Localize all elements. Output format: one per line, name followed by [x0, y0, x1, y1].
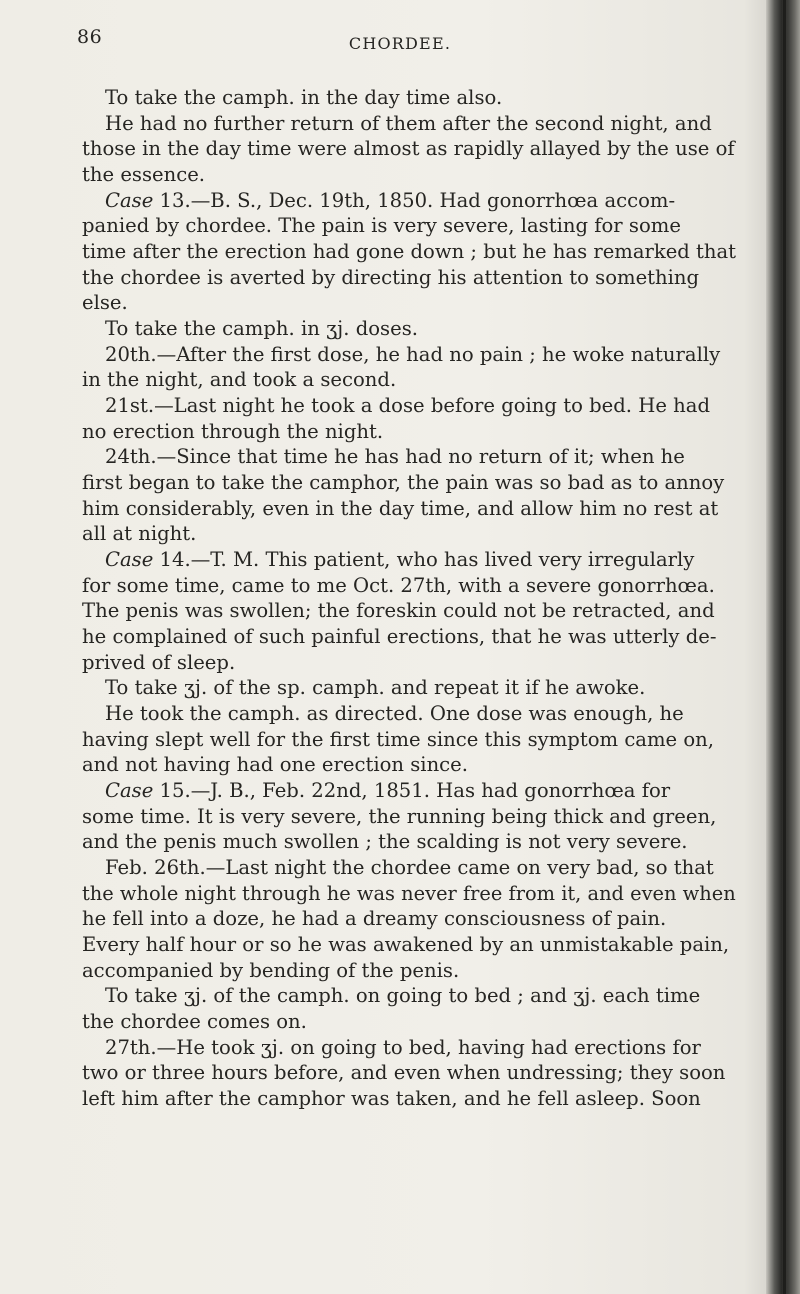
text-line: The penis was swollen; the foreskin could not be retracted, and: [82, 599, 715, 622]
page-number: 86: [77, 26, 103, 48]
text-line: Feb. 26th.—Last night the chordee came on very bad, so that: [105, 856, 714, 879]
text-line: 21st.—Last night he took a dose before going to bed. He had: [105, 394, 710, 417]
running-head: CHORDEE.: [348, 34, 452, 53]
text-line: and the penis much swollen ; the scalding is not very severe.: [82, 830, 688, 853]
text-line: him considerably, even in the day time, and allow him no rest at: [82, 497, 719, 520]
text-line: having slept well for the first time since this symptom came on,: [82, 728, 715, 751]
text-line: prived of sleep.: [82, 651, 236, 674]
text-line: he complained of such painful erections, that he was utterly de-: [82, 625, 717, 648]
text-line: the whole night through he was never free from it, and even when: [82, 882, 736, 905]
text-line: the chordee is averted by directing his attention to something: [82, 266, 700, 289]
text-line: To take ʒj. of the sp. camph. and repeat it if he awoke.: [105, 676, 646, 699]
text-line: He had no further return of them after the second night, and: [105, 112, 712, 135]
text-line: the essence.: [82, 163, 206, 186]
text-line: 20th.—After the first dose, he had no pain ; he woke naturally: [105, 343, 721, 366]
text-line: those in the day time were almost as rapidly allayed by the use of: [82, 137, 735, 160]
text-line: To take ʒj. of the camph. on going to bed ; and ʒj. each time: [105, 984, 701, 1007]
text-line: left him after the camphor was taken, and he fell asleep. Soon: [82, 1087, 701, 1110]
text-line: Every half hour or so he was awakened by an unmistakable pain,: [82, 933, 730, 956]
text-line: two or three hours before, and even when undressing; they soon: [82, 1061, 726, 1084]
text-line: no erection through the night.: [82, 420, 384, 443]
text-line: all at night.: [82, 522, 197, 545]
text-line: and not having had one erection since.: [82, 753, 468, 776]
text-line: in the night, and took a second.: [82, 368, 397, 391]
text-line: time after the erection had gone down ; but he has remarked that: [82, 240, 737, 263]
text-line: first began to take the camphor, the pain was so bad as to annoy: [82, 471, 725, 494]
text-line: for some time, came to me Oct. 27th, with a severe gonorrhœa.: [82, 574, 715, 597]
text-line: some time. It is very severe, the running being thick and green,: [82, 805, 717, 828]
text-line: To take the camph. in ʒj. doses.: [105, 317, 418, 340]
text-line: Case 13.—B. S., Dec. 19th, 1850. Had gonorrhœa accom-: [105, 189, 676, 212]
text-line: else.: [82, 291, 128, 314]
text-line: 24th.—Since that time he has had no return of it; when he: [105, 445, 685, 468]
text-line: He took the camph. as directed. One dose was enough, he: [105, 702, 684, 725]
text-line: panied by chordee. The pain is very severe, lasting for some: [82, 214, 681, 237]
text-line: the chordee comes on.: [82, 1010, 307, 1033]
text-line: To take the camph. in the day time also.: [105, 86, 503, 109]
text-line: accompanied by bending of the penis.: [82, 959, 460, 982]
text-line: Case 15.—J. B., Feb. 22nd, 1851. Has had gonorrhœa for: [105, 779, 671, 802]
text-line: 27th.—He took ʒj. on going to bed, having had erections for: [105, 1036, 701, 1059]
text-line: Case 14.—T. M. This patient, who has lived very irregularly: [105, 548, 695, 571]
text-line: he fell into a doze, he had a dreamy consciousness of pain.: [82, 907, 667, 930]
